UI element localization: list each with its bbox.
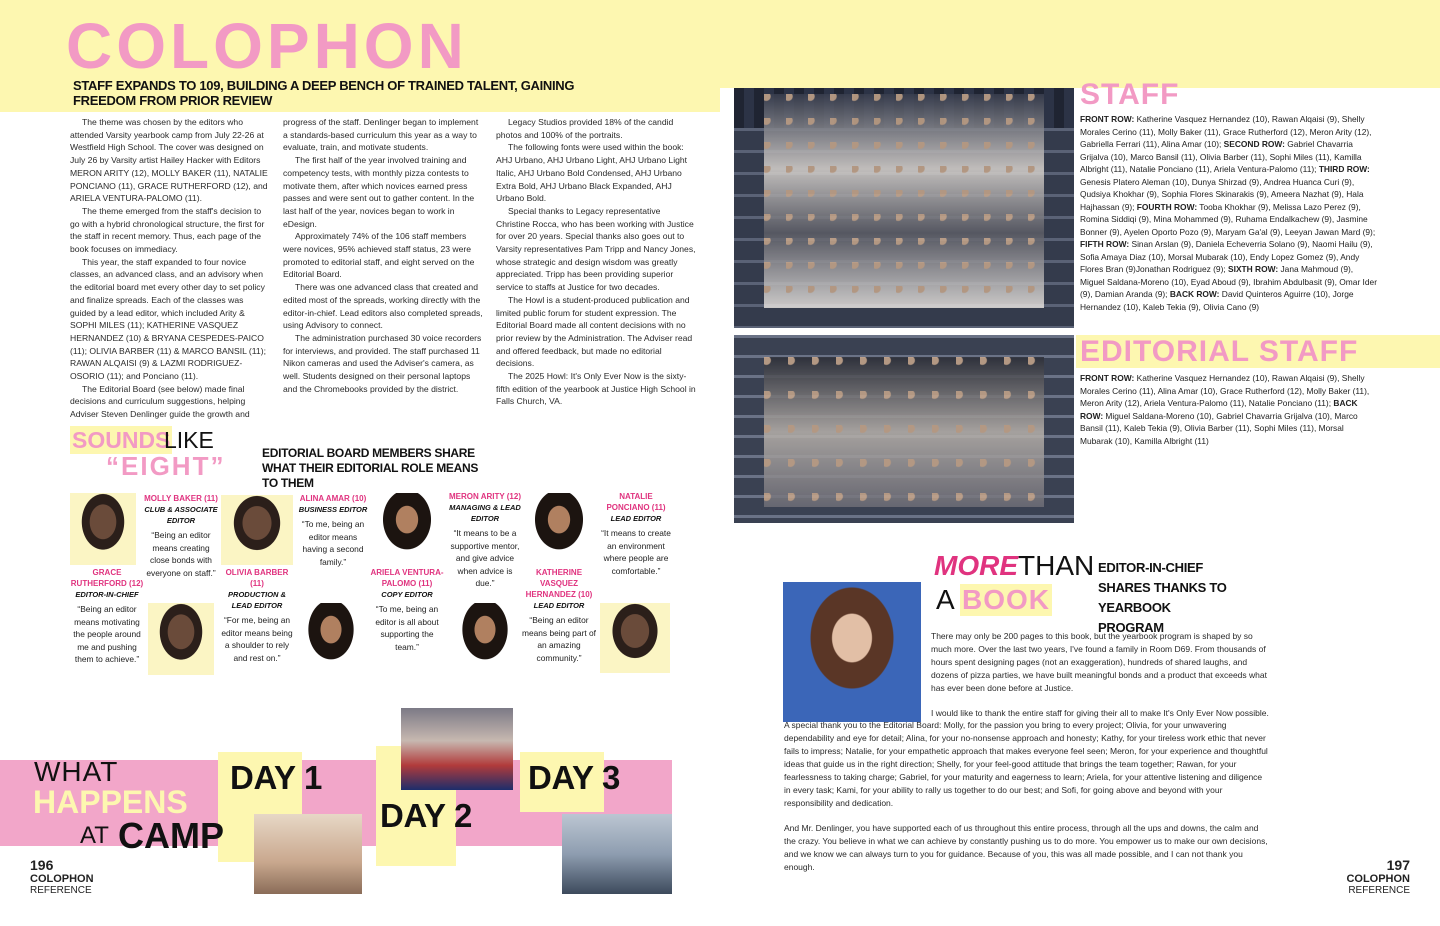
quote-name: OLIVIA BARBER (11) xyxy=(225,568,289,588)
quote-role: LEAD EDITOR xyxy=(610,514,662,523)
letter-paragraph-2: I would like to thank the entire staff for giving their all to make It's Only Ever Now possible. A special thank you to the Editorial Board: Molly, for the passion you bring to every project; Olivia, for your unwavering dependability and eye for detail; Alina, for your no-nonsense approach and honesty; Kathy, for your tireless work ethic that never fails to impress; Natalie, for your empathetic approach that makes everyone feel seen; Meron, for your experience and thoughtful ideas that guide us in the right direction; Shelly, for your feel-good attitude that brings the team together; Rawan, for your fearlessness to taking charge; Gabriel, for your maturity and eagerness to learn; Ariela, for your attentive listening and diligence in every task; Kami, for your ability to rally us together to do our best; and Sofi, for going above and beyond with your responsibility and dedication. xyxy=(784,707,1269,808)
folio-section: COLOPHON xyxy=(30,873,94,885)
sounds-deck: EDITORIAL BOARD MEMBERS SHARE WHAT THEIR EDITORIAL ROLE MEANS TO THEM xyxy=(262,446,479,490)
row-label: FRONT ROW: xyxy=(1080,373,1135,383)
colophon-column-2 xyxy=(283,116,483,395)
quote-name: MERON ARITY (12) xyxy=(448,492,521,501)
camp-happens: HAPPENS xyxy=(33,784,188,820)
sounds-word: SOUNDS xyxy=(72,427,171,453)
folio-section: COLOPHON xyxy=(1346,873,1410,885)
right-folio xyxy=(1330,858,1410,897)
row-label: SECOND ROW: xyxy=(1223,139,1285,149)
folio-sub: REFERENCE xyxy=(30,885,92,896)
meron-portrait xyxy=(452,603,518,673)
quote-alina xyxy=(296,493,370,568)
day1-label: DAY 1 xyxy=(230,759,323,796)
alina-portrait xyxy=(298,603,364,673)
more-deck: EDITOR-IN-CHIEF SHARES THANKS TO YEARBOOK PROGRAM xyxy=(1098,560,1227,635)
quote-role: BUSINESS EDITOR xyxy=(298,505,368,514)
col1-paragraph: The Editorial Board (see below) made final decisions and curriculum suggestions, helping Adviser Steven Denlinger guide the growth and xyxy=(70,383,250,420)
camp-camp: CAMP xyxy=(118,815,224,856)
row-names: Jana Mahmoud (9), Miguel Saldana-Moreno (10), Eyad Aboud (9), Ibrahim Abdulbasit (9), Omar Ider (9), Damian Aranda (9); xyxy=(1080,264,1377,299)
a-word: A xyxy=(936,584,955,615)
folio-sub: REFERENCE xyxy=(1348,885,1410,896)
quote-name: NATALIE PONCIANO (11) xyxy=(606,492,666,512)
quote-katherine xyxy=(520,567,598,664)
grace-portrait xyxy=(70,493,136,565)
col1-paragraph: The theme emerged from the staff's decision to go with a hybrid chronological structure, the first for the staff in recent memory. Thus, each page of the book focuses on immediacy. xyxy=(70,205,265,255)
row-label: BACK ROW: xyxy=(1169,289,1220,299)
col1-paragraph: The theme was chosen by the editors who attended Varsity yearbook camp from July 22-26 at Westfield High School. The cover was designed on July 26 by Varsity artist Hailey Hacker with Editors MERON ARITY (12), MOLLY BAKER (11), NATALIE PONCIANO (11), GRACE RUTHERFORD (12), and ARIELA VENTURA-PALOMO (11). xyxy=(70,117,268,204)
editorial-staff-title: EDITORIAL STAFF xyxy=(1080,335,1359,368)
editorial-staff-photo xyxy=(734,335,1074,523)
day1-photo xyxy=(254,814,362,894)
natalie-portrait xyxy=(600,603,670,673)
camp-at: AT xyxy=(80,822,109,849)
staff-title: STAFF xyxy=(1080,78,1180,111)
col2-paragraph: The first half of the year involved training and competency tests, with monthly pizza contests to motivate them, after which novices earned press passes and were sent out to gather content. In the last half of the year, novices began to work in eDesign. xyxy=(283,155,475,229)
col3-paragraph: The following fonts were used within the book: AHJ Urbano, AHJ Urbano Light, AHJ Urbano Light Italic, AHJ Urbano Bold Condensed, AHJ Urbano Extra Bold, AHJ Urbano Black Expanded, AHJ Urbano Bold. xyxy=(496,142,688,204)
col2-paragraph: There was one advanced class that created and edited most of the spreads, working directly with the editor-in-chief. Lead editors also completed spreads, using Advisory to connect. xyxy=(283,282,483,331)
quote-molly xyxy=(144,493,218,579)
page-subtitle: STAFF EXPANDS TO 109, BUILDING A DEEP BENCH OF TRAINED TALENT, GAINING FREEDOM FROM PRIOR REVIEW xyxy=(73,78,575,108)
folio-number: 196 xyxy=(30,857,54,873)
quote-grace xyxy=(70,567,144,666)
sounds-like-heading xyxy=(70,426,260,480)
colophon-column-3 xyxy=(496,116,696,408)
col3-paragraph: The 2025 Howl: It's Only Ever Now is the sixty-fifth edition of the yearbook at Justice High School in Falls Church, VA. xyxy=(496,371,696,407)
quote-text: “Being an editor means being part of an amazing community.” xyxy=(521,615,597,663)
page-title: COLOPHON xyxy=(66,10,468,82)
row-label: SIXTH ROW: xyxy=(1228,264,1279,274)
quote-natalie xyxy=(598,491,674,577)
like-word: LIKE xyxy=(164,427,214,453)
more-word: MORE xyxy=(934,550,1018,581)
row-names: Genesis Platero Aleman (10), Dunya Shirzad (9), Andrea Huanca Curi (9), Qudsiya Khokhar (9), Sophia Flores Skinarakis (9), Ameera Nazhat (9), Hala Hajhassan (9); xyxy=(1080,176,1364,212)
than-word: THAN xyxy=(1018,550,1095,581)
book-word: BOOK xyxy=(962,584,1050,615)
row-names: David Quinteros Aguirre (10), Jorge Hernandez (10), Kaleb Tekia (9), Olivia Cano (9) xyxy=(1080,289,1354,312)
quote-ariela xyxy=(370,567,444,653)
caption-segment xyxy=(1080,373,1369,408)
quote-role: MANAGING & LEAD EDITOR xyxy=(449,503,521,523)
eight-word: “EIGHT” xyxy=(106,451,226,481)
quote-role: EDITOR-IN-CHIEF xyxy=(75,590,139,599)
quote-role: PRODUCTION & LEAD EDITOR xyxy=(228,590,286,610)
quote-text: “For me, being an editor means being a shoulder to rely and rest on.” xyxy=(221,615,293,663)
row-names: Miguel Saldana-Moreno (10), Gabriel Chavarria Grijalva (10), Marco Bansil (11), Kaleb Tekia (9), Olivia Barber (11), Sophi Miles (11), Morsal Mubarak (10), Kamilla Albright (11) xyxy=(1080,410,1358,446)
left-folio xyxy=(30,858,110,897)
row-names: Sinan Arslan (9), Daniela Echeverria Solano (9), Naomi Hailu (9), Sofia Amaya Diaz (10), Morsal Mubarak (10), Endy Lopez Gomez (9), Andy Flores Bran (9)Jonathan Rodriguez (9); xyxy=(1080,239,1373,274)
camp-what: WHAT xyxy=(34,756,119,787)
quote-name: GRACE RUTHERFORD (12) xyxy=(70,568,144,588)
row-label: FRONT ROW: xyxy=(1080,114,1135,124)
col1-paragraph: This year, the staff expanded to four novice classes, an advanced class, and an advisory when the editorial board met every other day to set policy and finalize spreads. Each of the classes was guided by a lead editor, which included Arity & SOPHI MILES (11); KATHERINE VASQUEZ HERNANDEZ (10) & BRYANA CESPEDES-PAICO (11); OLIVIA BARBER (11) & MARCO BANSIL (11); RAWAN ALQAISI (9) & LAZMI RODRIGUEZ-OSORIO (11); and Ponciano (11). xyxy=(70,256,266,382)
quote-text: “Being an editor means motivating the people around me and pushing them to achieve.” xyxy=(73,604,141,665)
quote-name: MOLLY BAKER (11) xyxy=(144,494,218,503)
editor-letter xyxy=(784,630,1270,873)
day3-photo xyxy=(562,814,672,894)
more-than-a-book-heading xyxy=(934,550,1094,620)
row-label: FIFTH ROW: xyxy=(1080,239,1130,249)
olivia-portrait xyxy=(221,495,293,565)
row-names: Katherine Vasquez Hernandez (10), Rawan Alqaisi (9), Shelly Morales Cerino (11), Alina Amar (10), Grace Rutherford (12), Molly Baker (11), Meron Arity (12), Ariela Ventura-Palomo (11), Natalie Ponciano (11); xyxy=(1080,373,1370,408)
col3-paragraph: The Howl is a student-produced publication and limited public forum for student expression. The Editorial Board made all content decisions with no prior review by the Administration. The Adviser read and offered feedback, but made no editorial decisions. xyxy=(496,294,693,369)
day2-photo xyxy=(401,708,513,790)
right-top-band xyxy=(720,0,1440,88)
colophon-column-1 xyxy=(70,116,270,421)
day3-label: DAY 3 xyxy=(528,759,621,796)
col3-paragraph: Special thanks to Legacy representative Christine Rocca, who has been working with Justice for over 20 years. Special thanks also goes out to Varsity representatives Pam Tripp and Nancy Jones, whose strategic and design wisdom was greatly appreciated. Tripp has been providing superior service to staffs at Justice for two decades. xyxy=(496,205,696,293)
quote-role: LEAD EDITOR xyxy=(533,601,585,610)
col2-paragraph: Approximately 74% of the 106 staff members were novices, 95% achieved staff status, 23 were promoted to editorial staff, and eight served on the Editorial Board. xyxy=(283,231,475,280)
quote-name: ALINA AMAR (10) xyxy=(299,494,367,503)
quote-text: “Being an editor means creating close bonds with everyone on staff.” xyxy=(146,530,216,578)
col2-paragraph: The administration purchased 30 voice recorders for interviews, and provided. The staff purchased 11 Nikon cameras and used the Adviser's camera, as well. Students designed on their personal laptops and the Chromebooks provided by the district. xyxy=(283,332,482,394)
editorial-caption xyxy=(1080,372,1378,447)
col3-paragraph: Legacy Studios provided 18% of the candid photos and 100% of the portraits. xyxy=(496,117,674,140)
day2-label: DAY 2 xyxy=(380,797,473,834)
row-label: BACK ROW: xyxy=(1080,398,1358,421)
row-label: FOURTH ROW: xyxy=(1136,201,1198,212)
ariela-portrait xyxy=(372,493,442,563)
quote-meron xyxy=(448,491,522,590)
row-names: Gabriel Chavarria Grijalva (10), Marco Bansil (11), Olivia Barber (11), Sophi Miles (11), Kamilla Albright (11), Natalie Ponciano (11), Ariela Ventura-Palomo (11); xyxy=(1080,139,1362,174)
row-names: Tooba Khokhar (9), Melissa Lazo Perez (9), Romina Siddiqi (9), Mina Mohammed (9), Ruhama Endalkachew (9), Jasmine Bonner (9), Ayelen Oporto Pozo (9), Maryam Ga'al (9), Leeyan Jawan Mard (9); xyxy=(1080,201,1376,237)
quote-text: “To me, being an editor is all about supporting the team.” xyxy=(375,604,439,652)
quote-role: COPY EDITOR xyxy=(381,590,433,599)
quote-text: “It means to create an environment where people are comfortable.” xyxy=(601,528,671,576)
quote-olivia xyxy=(220,567,294,664)
folio-number: 197 xyxy=(1386,857,1410,873)
katherine-portrait xyxy=(524,493,594,563)
molly-portrait xyxy=(148,603,214,675)
col2-paragraph: progress of the staff. Denlinger began to implement a standards-based curriculum this year as a way to evaluate, train, and motivate students. xyxy=(283,117,479,153)
row-label: THIRD ROW: xyxy=(1318,164,1370,174)
letter-paragraph-3: And Mr. Denlinger, you have supported each of us throughout this entire process, through all the ups and downs, the calm and the crazy. You believe in what we can achieve by constantly pushing us to do more. You empower us to make our own decisions, and we know we can always turn to you for guidance. Because of you, this was all made possible, and I can not thank you enough. xyxy=(784,822,1268,872)
staff-caption xyxy=(1080,113,1378,313)
quote-role: CLUB & ASSOCIATE EDITOR xyxy=(144,505,218,525)
quote-text: “It means to be a supportive mentor, and give advice when advice is due.” xyxy=(450,528,520,589)
quote-name: ARIELA VENTURA-PALOMO (11) xyxy=(370,568,444,588)
staff-group-photo xyxy=(734,88,1074,328)
row-names: Katherine Vasquez Hernandez (10), Rawan Alqaisi (9), Shelly Morales Cerino (11), Molly Baker (11), Grace Rutherford (12), Meron Arity (12), Gabriella Ferrari (11), Alina Amar (10); xyxy=(1080,114,1372,149)
quote-name: KATHERINE VASQUEZ HERNANDEZ (10) xyxy=(525,568,593,599)
quote-text: “To me, being an editor means having a second family.” xyxy=(301,519,365,567)
letter-paragraph-1: There may only be 200 pages to this book, but the yearbook program is shaped by so much more. Over the last two years, I've found a family in Room D69. From thousands of hours spent designing pages (not an exaggeration), hundreds of shared laughs, and dozens of pizza parties, we have built meaningful bonds and a product that exceeds what has ever been done before at Justice. xyxy=(931,631,1267,693)
